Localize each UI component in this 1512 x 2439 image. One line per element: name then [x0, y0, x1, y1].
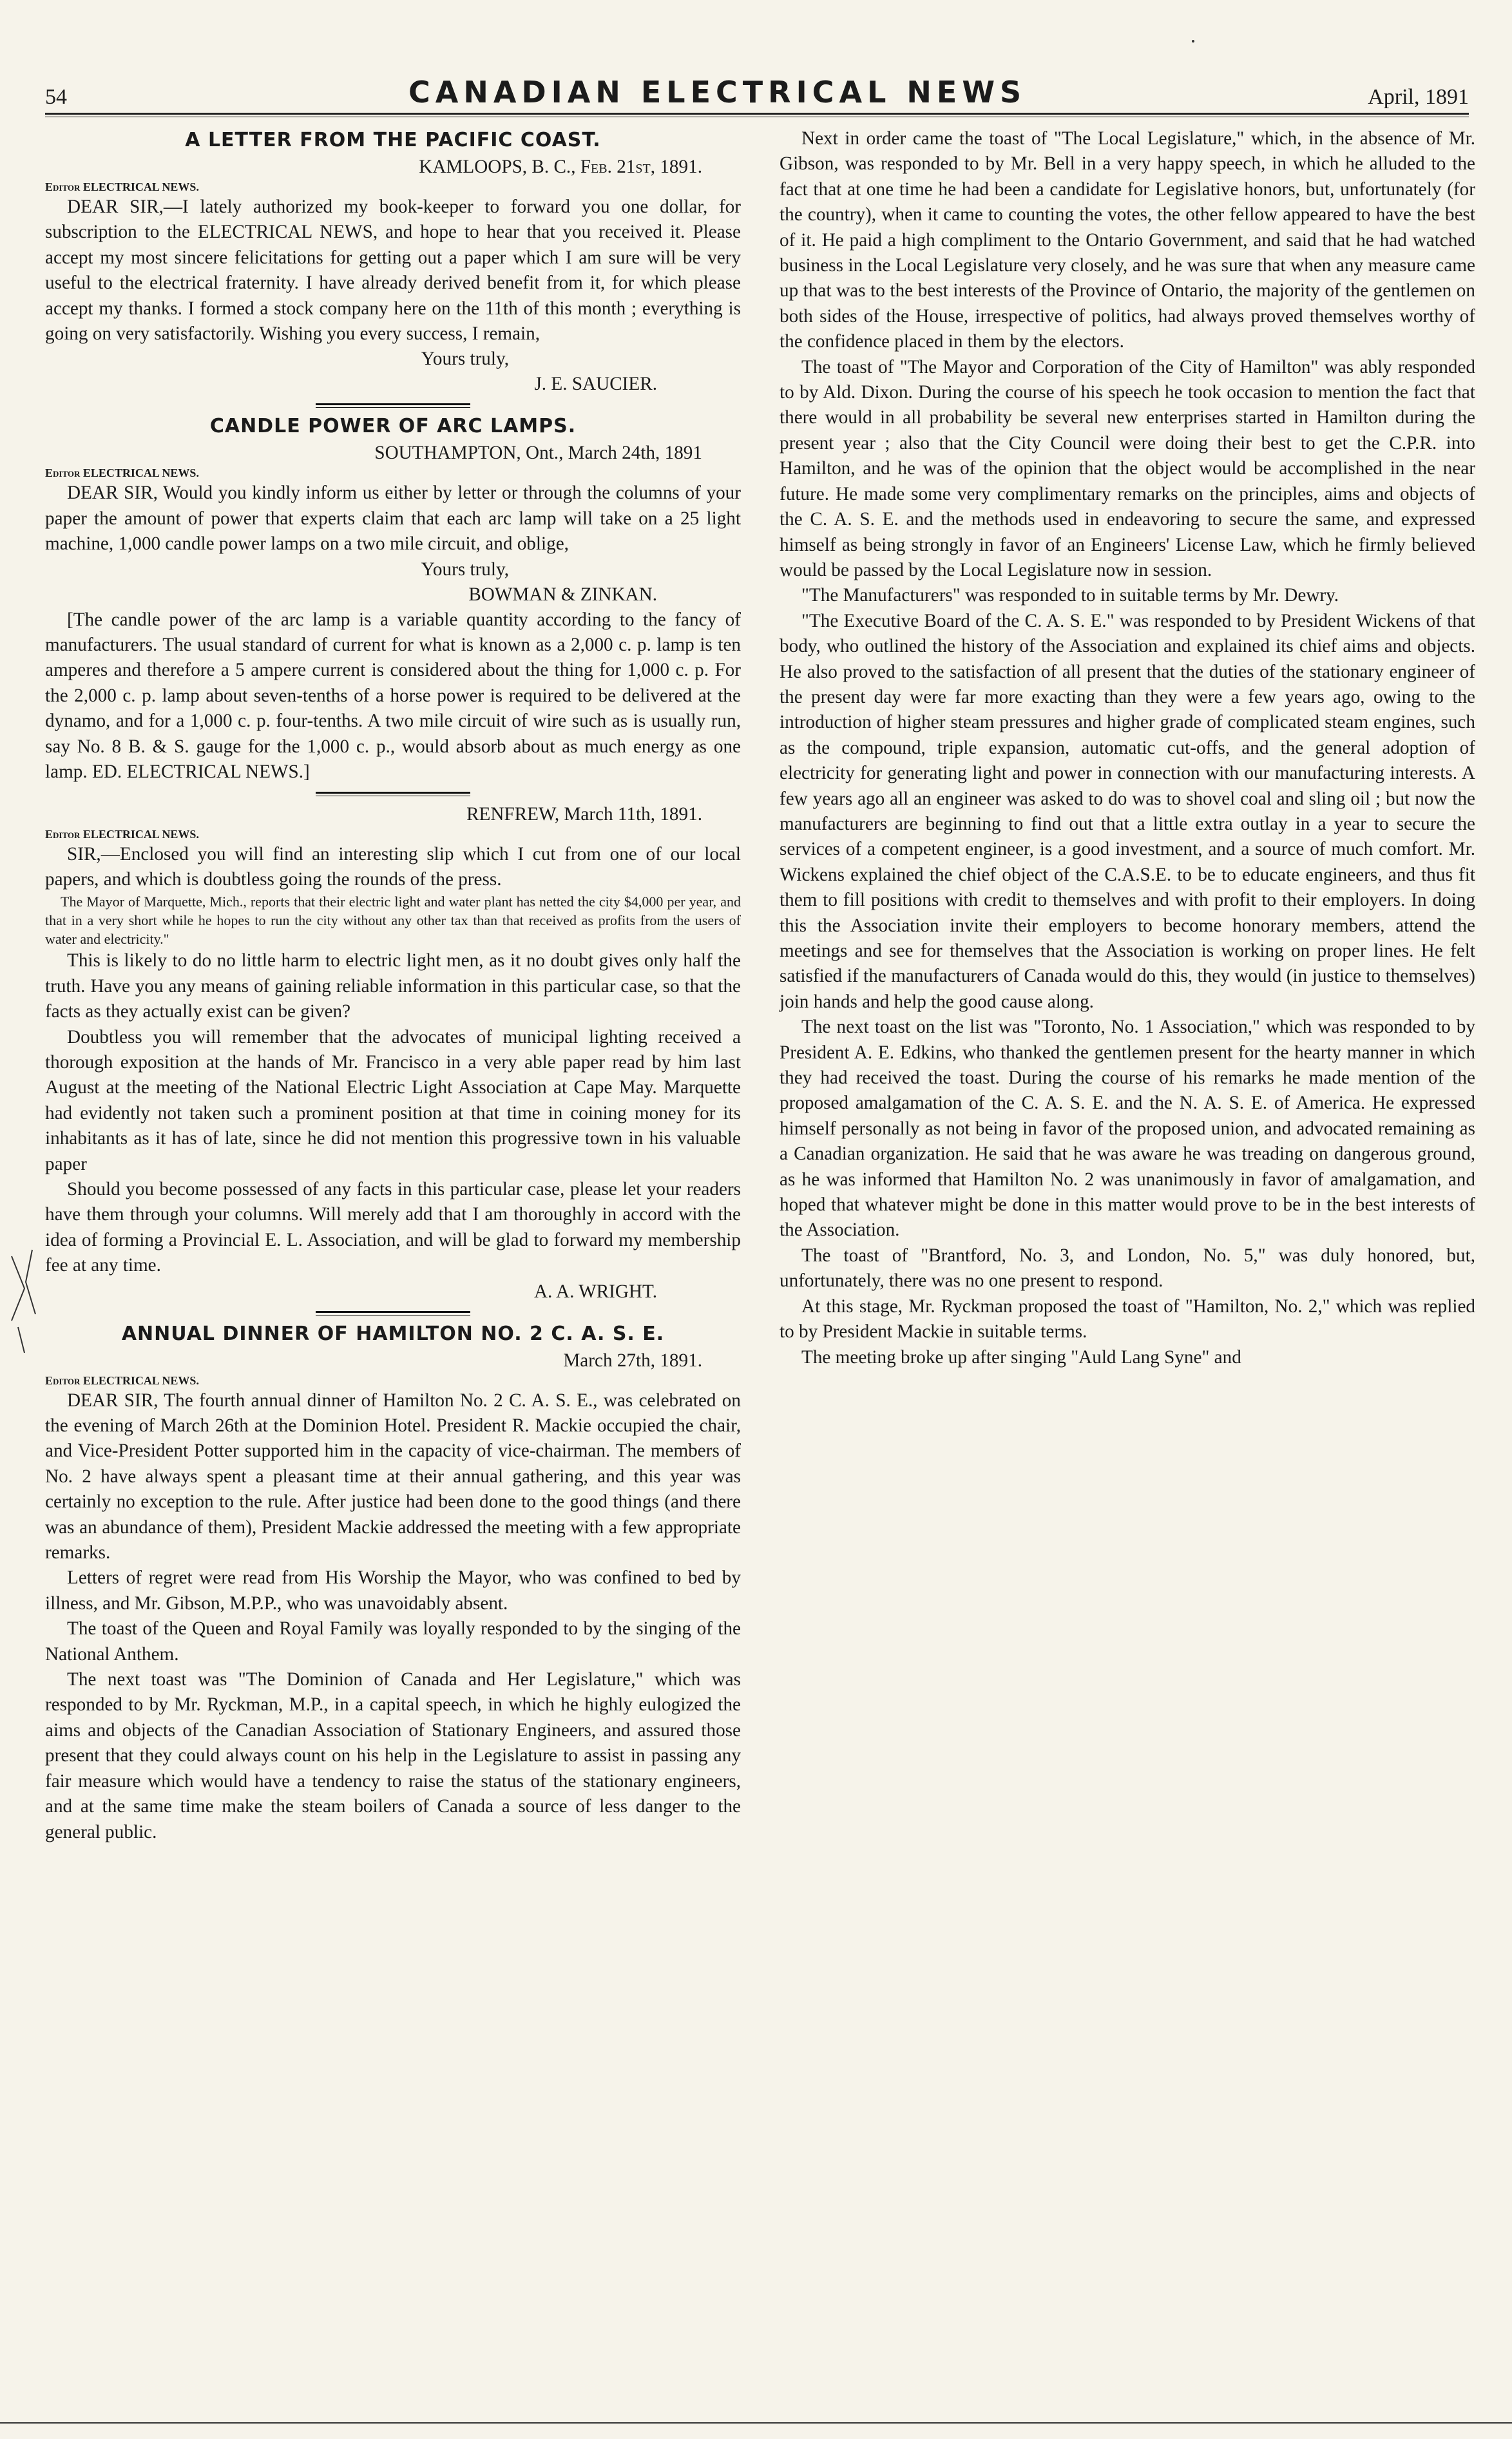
closing-yours-truly: Yours truly,	[421, 559, 509, 580]
dinner-para: The meeting broke up after singing "Auld Lang Syne" and	[801, 1346, 1241, 1368]
newspaper-clipping: The Mayor of Marquette, Mich., reports that their electric light and water plant has netted the city $4,000 per year, and that in a very short while he hopes to run the city without any other tax than that received as profits from the users of water and electricity."	[45, 894, 741, 948]
signature-wright: A. A. WRIGHT.	[533, 1281, 657, 1302]
dinner-para: "The Executive Board of the C. A. S. E." was responded to by President Wickens of that body, who outlined the history of the Association and explained its chief aims and objects. He also proved to the satisfaction of all present that the duties of the stationary engineer of the present day were far more exacting than they were a few years ago, owing to the introduction of higher steam pressures and higher grade of complicated steam engines, such as the compound, triple expansion, automatic cut-offs, and the general adoption of electricity for generating light and power in connection with our manufacturing interests. A few years ago all an engineer was asked to do was to shovel coal and sling oil ; but now the manufacturers are beginning to find out that a little extra outlay in a year to secure the services of a competent engineer, is a good investment, and a source of much comfort. Mr. Wickens explained the chief object of the C.A.S.E. to be to educate engineers, and thus fit them to fill positions with credit to themselves and with profit to their employers. In doing this the Association invite their employers to become honorary members, attend the meetings and see for themselves that the Association is working on proper lines. He felt satisfied if the manufacturers of Canada would do this, they would (in justice to themselves) join hands and help the good cause along.	[780, 610, 1475, 1012]
dinner-para: The next toast on the list was "Toronto, No. 1 Association," which was responded to by President A. E. Edkins, who thanked the gentlemen present for the hearty manner in which they had received the toast. During the course of his remarks he made mention of the proposed amalgamation of the C. A. S. E. and the N. A. S. E. of America. He expressed himself personally as not being in favor of the proposed union, and advocated remaining as a Canadian organization. He said that he was aware he was treading on dangerous ground, as he was informed that Hamilton No. 2 was unanimously in favor of amalgamation, and hoped that whatever might be done in this matter would prove to be in the best interests of the Association.	[780, 1017, 1475, 1241]
dinner-para: The toast of the Queen and Royal Family was loyally responded to by the singing of the National Anthem.	[45, 1618, 741, 1665]
print-speck	[1192, 40, 1194, 43]
editor-salutation: Editor ELECTRICAL NEWS.	[45, 827, 199, 841]
dateline-renfrew: RENFREW, March 11th, 1891.	[466, 803, 702, 825]
page-header	[45, 58, 1469, 110]
dinner-para: Next in order came the toast of "The Local Legislature," which, in the absence of Mr. Gibson, was responded to by Mr. Bell in a very happy speech, in which he alluded to the fact that at one time he had been a candidate for Legislative honors, but, unfortunately (for the country), when it came to counting the votes, the other fellow appeared to have the best of it. He paid a high compliment to the Ontario Government, and said that he had watched business in the Local Legislature very closely, and he was sure that when any measure came up that was to the best interests of the Province of Ontario, the majority of the gentlemen on both sides of the House, irrespective of politics, had always proved themselves worthy of the confidence placed in them by the electors.	[780, 128, 1475, 352]
page-number: 54	[45, 85, 67, 109]
dateline-march-27: March 27th, 1891.	[563, 1350, 702, 1371]
letter-renfrew-para: Should you become possessed of any facts in this particular case, please let your readers have them through your columns. Will merely add that I am thoroughly in accord with the idea of forming a Provincial E. L. Association, and will be glad to forward my membership fee at any time.	[45, 1178, 741, 1276]
closing-yours-truly: Yours truly,	[421, 349, 509, 370]
dateline-southampton: SOUTHAMPTON, Ont., March 24th, 1891	[374, 443, 702, 464]
editor-salutation: Editor ELECTRICAL NEWS.	[45, 180, 199, 193]
letter-renfrew-para: This is likely to do no little harm to electric light men, as it no doubt gives only half the truth. Have you any means of gaining reliable information in this particular case, so that the facts as they actually exist can be given?	[45, 950, 741, 1022]
header-rule	[45, 113, 1469, 115]
issue-date: April, 1891	[1368, 85, 1469, 109]
headline-candle-power: CANDLE POWER OF ARC LAMPS.	[209, 415, 577, 438]
section-divider	[45, 788, 741, 799]
masthead-title: CANADIAN ELECTRICAL NEWS	[408, 75, 1027, 110]
section-divider	[45, 1307, 741, 1319]
dinner-para: The toast of "Brantford, No. 3, and London, No. 5," was duly honored, but, unfortunately, there was no one present to respond.	[780, 1245, 1475, 1292]
letter-renfrew-para: SIR,—Enclosed you will find an interesting slip which I cut from one of our local papers, and which is doubtless going the rounds of the press.	[45, 843, 741, 890]
letter-renfrew-para: Doubtless you will remember that the advocates of municipal lighting received a thorough exposition at the hands of Mr. Francisco in a very able paper read by him last August at the meeting of the National Electric Light Association at Cape May. Marquette had evidently not taken such a prominent position at that time in coining money for its inhabitants as it has of late, since he did not mention this progressive town in his valuable paper	[45, 1026, 741, 1174]
dateline-kamloops: KAMLOOPS, B. C., Feb. 21st, 1891.	[419, 157, 702, 177]
letter-body-bowman: DEAR SIR, Would you kindly inform us either by letter or through the columns of your paper the amount of power that experts claim that each arc lamp will take on a 25 light machine, 1,000 candle power lamps on a two mile circuit, and oblige,	[45, 483, 741, 555]
editor-reply-candle-power: [The candle power of the arc lamp is a variable quantity according to the fancy of manufacturers. The usual standard of current for what is known as a 2,000 c. p. lamp is ten amperes and therefore a 5 ampere current is considered about the thing for 1,000 c. p. For the 2,000 c. p. lamp about seven-tenths of a horse power is required to be delivered at the dynamo, and for a 1,000 c. p. four-tenths. A two mile circuit of wire such as is usually run, say No. 8 B. & S. gauge for the 1,000 c. p., would absorb about as much energy as one lamp. ED. ELECTRICAL NEWS.]	[45, 609, 741, 783]
section-divider	[45, 399, 741, 411]
dinner-para: "The Manufacturers" was responded to in suitable terms by Mr. Dewry.	[801, 585, 1339, 606]
letter-body-saucier: DEAR SIR,—I lately authorized my book-keeper to forward you one dollar, for subscription to the ELECTRICAL NEWS, and hope to hear that you received it. Please accept my most sincere felicitations for getting out a paper which I am sure will be very useful to the electrical fraternity. I have already derived benefit from it, for which please accept my thanks. I formed a stock company here on the 11th of this month ; everything is going on very satisfactorily. Wishing you every success, I remain,	[45, 196, 741, 345]
handwritten-margin-mark	[6, 1243, 45, 1366]
left-column	[45, 126, 741, 1845]
dinner-para: DEAR SIR, The fourth annual dinner of Hamilton No. 2 C. A. S. E., was celebrated on the evening of March 26th at the Dominion Hotel. President R. Mackie occupied the chair, and Vice-President Potter supported him in the capacity of vice-chairman. The members of No. 2 have always spent a pleasant time at their annual gathering, and this year was certainly no exception to the rule. After justice had been done to the good things (and there was an abundance of them), President Mackie addressed the meeting with a few appropriate remarks.	[45, 1390, 741, 1564]
editor-salutation: Editor ELECTRICAL NEWS.	[45, 1373, 199, 1387]
bottom-rule	[0, 2422, 1512, 2424]
right-column	[780, 126, 1475, 1370]
dinner-para-continued: The next toast was "The Dominion of Canada and Her Legislature," which was responded to by Mr. Ryckman, M.P., in a capital speech, in which he highly eulogized the aims and objects of the Canadian Association of Stationary Engineers, and assured those present that they could always count on his help in the Legislature to assist in passing any fair measure which would have a tendency to raise the status of the stationary engineers, and at the same time make the steam boilers of Canada a source of less danger to the general public.	[45, 1669, 741, 1842]
editor-salutation: Editor ELECTRICAL NEWS.	[45, 466, 199, 480]
headline-annual-dinner: ANNUAL DINNER OF HAMILTON NO. 2 C. A. S. E.	[121, 1322, 665, 1345]
signature-saucier: J. E. SAUCIER.	[534, 374, 657, 395]
headline-pacific-letter: A LETTER FROM THE PACIFIC COAST.	[185, 129, 601, 151]
dinner-para: At this stage, Mr. Ryckman proposed the toast of "Hamilton, No. 2," which was replied to by President Mackie in suitable terms.	[780, 1296, 1475, 1343]
dinner-para: Letters of regret were read from His Worship the Mayor, who was confined to bed by illness, and Mr. Gibson, M.P.P., who was unavoidably absent.	[45, 1567, 741, 1614]
signature-bowman-zinkan: BOWMAN & ZINKAN.	[468, 584, 657, 605]
dinner-para: The toast of "The Mayor and Corporation of the City of Hamilton" was ably responded to by Ald. Dixon. During the course of his speech he took occasion to mention the fact that there would in all probability be several new enterprises started in Hamilton during the present year ; also that the City Council were doing their best to get the C.P.R. into Hamilton, and he was of the opinion that the object would be accomplished in the near future. He made some very complimentary remarks on the principles, aims and objects of the C. A. S. E. and the methods used in endeavoring to secure the same, and expressed himself as being strongly in favor of an Engineers' License Law, which he firmly believed would be passed by the Local Legislature now in session.	[780, 356, 1475, 580]
